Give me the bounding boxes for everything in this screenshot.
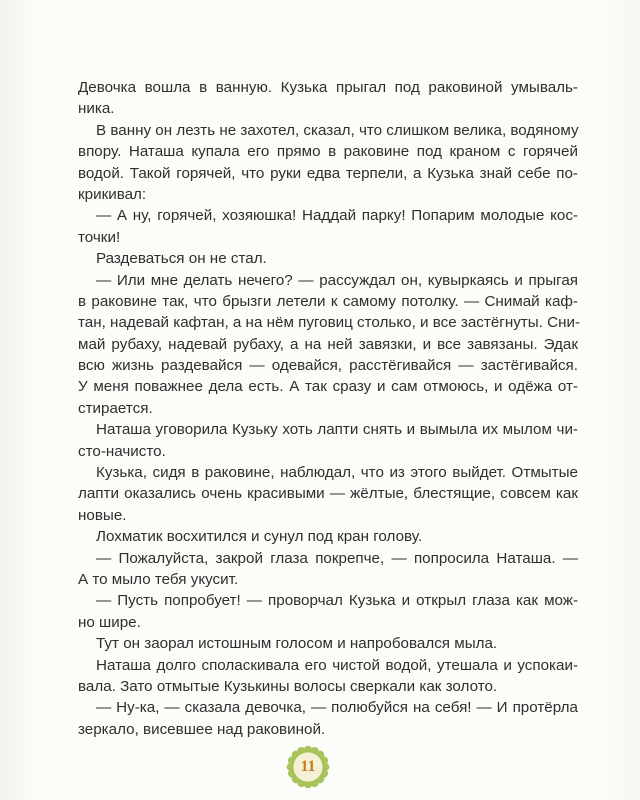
text-line: в раковине так, что брызги летели к самому потолку. — Снимай каф- xyxy=(78,292,578,310)
page-number: 11 xyxy=(300,758,316,775)
text-line: — Или мне делать нечего? — рассуждал он, кувыркаясь и прыгая xyxy=(96,271,578,289)
text-line: крикивал: xyxy=(78,185,147,203)
body-text xyxy=(78,77,581,740)
text-line: вала. Зато отмытые Кузькины волосы сверкали как золото. xyxy=(78,677,498,695)
text-line: впору. Наташа купала его прямо в раковине под краном с горячей xyxy=(78,143,578,161)
text-line: стирается. xyxy=(78,399,153,417)
text-line: Тут он заорал истошным голосом и напробовался мыла. xyxy=(96,635,498,653)
text-line: Раздеваться он не стал. xyxy=(96,250,267,268)
text-line: Наташа уговорила Кузьку хоть лапти снять и вымыла их мылом чи- xyxy=(96,421,578,439)
text-line: А то мыло тебя укусит. xyxy=(78,570,239,588)
text-line: точки! xyxy=(78,228,121,246)
page-number-badge xyxy=(286,745,330,789)
text-line: — Ну-ка, — сказала девочка, — полюбуйся на себя! — И протёрла xyxy=(96,699,578,717)
text-line: — Пожалуйста, закрой глаза покрепче, — попросила Наташа. — xyxy=(96,549,578,567)
text-line: сто-начисто. xyxy=(78,442,166,460)
text-line: Девочка вошла в ванную. Кузька прыгал под раковиной умываль- xyxy=(78,79,578,96)
text-line: тан, надевай кафтан, а на нём пуговиц столько, и все застёгнуты. Сни- xyxy=(78,314,581,332)
text-line: — Пусть попробует! — проворчал Кузька и открыл глаза как мож- xyxy=(96,592,578,610)
text-line: зеркало, висевшее над раковиной. xyxy=(78,720,326,738)
text-line: лапти оказались очень красивыми — жёлтые, блестящие, совсем как xyxy=(78,485,578,503)
text-line: май рубаху, надевай рубаху, а на ней завязки, и все завязаны. Эдак xyxy=(78,335,578,353)
text-line: Наташа долго споласкивала его чистой водой, утешала и успокаи- xyxy=(96,656,578,674)
text-line: но шире. xyxy=(78,613,141,631)
text-line: У меня поважнее дела есть. А так сразу и сам отмоюсь, и одёжа от- xyxy=(78,378,578,396)
text-line: ника. xyxy=(78,100,115,118)
text-line: Лохматик восхитился и сунул под кран голову. xyxy=(96,528,423,546)
text-line: — А ну, горячей, хозяюшка! Наддай парку! Попарим молодые кос- xyxy=(96,207,578,225)
text-line: всю жизнь раздевайся — одевайся, расстёгивайся — застёгивайся. xyxy=(78,357,578,375)
text-line: новые. xyxy=(78,506,127,524)
text-line: В ванну он лезть не захотел, сказал, что слишком велика, водяному xyxy=(96,121,579,139)
text-line: водой. Такой горячей, что руки едва терпели, а Кузька знай себе по- xyxy=(78,164,578,182)
text-line: Кузька, сидя в раковине, наблюдал, что из этого выйдет. Отмытые xyxy=(96,464,578,482)
